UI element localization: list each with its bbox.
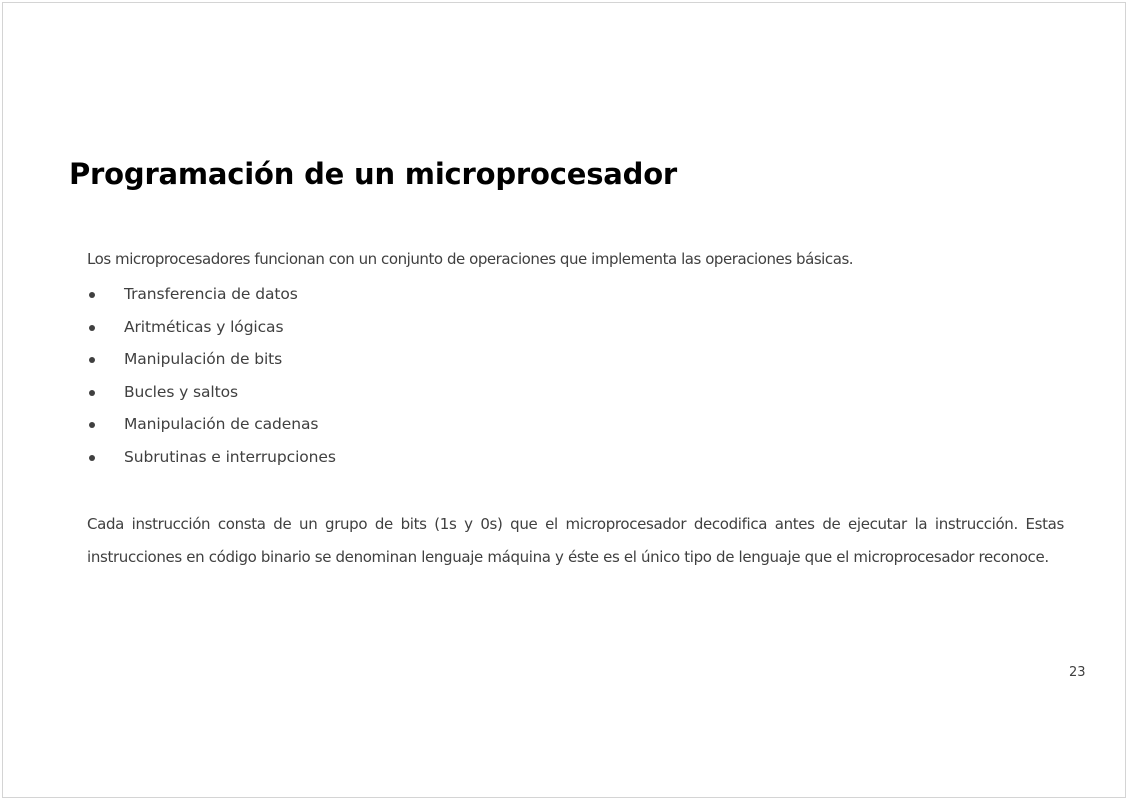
- list-item-label: Manipulación de bits: [124, 350, 283, 369]
- intro-text: Los microprocesadores funcionan con un conjunto de operaciones que implementa las operaciones básicas.: [87, 250, 854, 268]
- operations-list: [87, 280, 336, 476]
- bullet-icon: [89, 422, 95, 428]
- list-item-label: Aritméticas y lógicas: [124, 317, 284, 336]
- list-item-label: Manipulación de cadenas: [124, 415, 319, 434]
- bullet-icon: [89, 357, 95, 363]
- list-item-label: Transferencia de datos: [124, 285, 298, 303]
- list-item: [87, 280, 336, 313]
- slide-title: Programación de un microprocesador: [69, 157, 678, 191]
- list-item: [87, 313, 336, 346]
- list-item-label: Bucles y saltos: [124, 382, 238, 401]
- bullet-icon: [89, 292, 95, 298]
- list-item: [87, 443, 336, 476]
- list-item: [87, 410, 336, 443]
- bullet-icon: [89, 325, 95, 331]
- bullet-icon: [89, 455, 95, 461]
- list-item: [87, 378, 336, 411]
- list-item: [87, 345, 336, 378]
- bullet-icon: [89, 390, 95, 396]
- page-number: 23: [1069, 665, 1086, 680]
- slide-page: [2, 2, 1126, 798]
- body-paragraph: Cada instrucción consta de un grupo de bits (1s y 0s) que el microprocesador decodifica antes de ejecutar la instrucción. Estas instrucciones en código binario se denominan lenguaje máquina y éste es el único tipo de lenguaje que el microprocesador reconoce.: [87, 515, 1064, 566]
- list-item-label: Subrutinas e interrupciones: [124, 447, 336, 466]
